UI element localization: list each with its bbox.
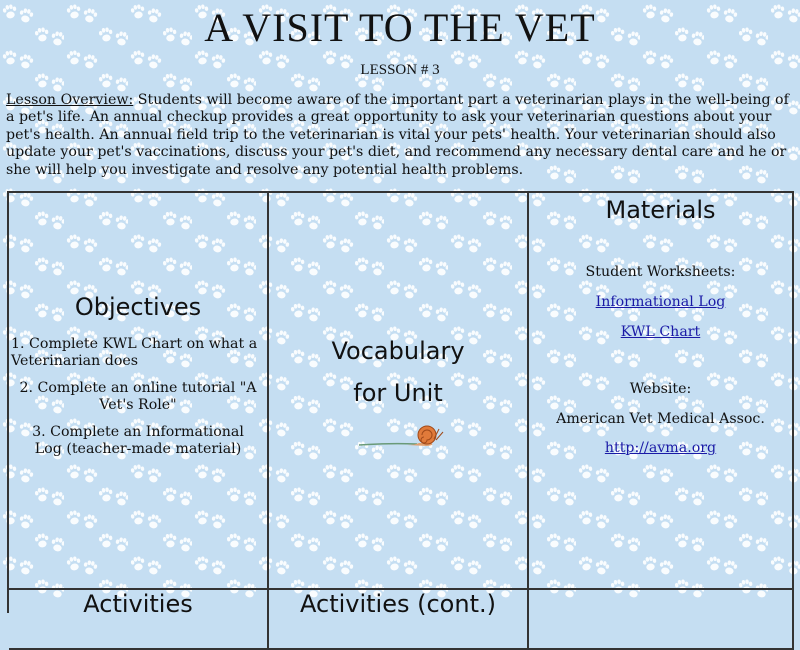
informational-log-row	[529, 294, 792, 310]
objectives-heading: Objectives	[74, 293, 202, 321]
lesson-number: LESSON # 3	[360, 62, 440, 78]
avma-url-row	[529, 440, 792, 456]
overview-label: Lesson Overview:	[6, 92, 134, 108]
materials-heading: Materials	[605, 196, 716, 224]
activities-cont-cell	[269, 590, 529, 650]
activities-cell	[9, 590, 269, 650]
vocabulary-title-line2: for Unit	[353, 379, 443, 407]
worksheets-label: Student Worksheets:	[585, 264, 736, 280]
empty-cell	[529, 590, 794, 650]
vocabulary-cell	[269, 193, 529, 590]
lesson-table	[7, 191, 794, 618]
kwl-chart-row	[529, 324, 792, 340]
vocabulary-title-line1: Vocabulary	[331, 337, 465, 365]
informational-log-link[interactable]: Informational Log	[595, 294, 726, 310]
objective-item: 2. Complete an online tutorial "A Vet's Role"	[19, 380, 257, 413]
objectives-list	[9, 336, 267, 458]
objective-item: 1. Complete KWL Chart on what a Veterinarian does	[11, 336, 258, 369]
objective-item: 3. Complete an Informational Log (teacher-made material)	[32, 424, 244, 457]
activities-cont-heading: Activities (cont.)	[300, 590, 496, 618]
page-title: A VISIT TO THE VET	[204, 5, 596, 50]
kwl-chart-link[interactable]: KWL Chart	[620, 324, 701, 340]
avma-link[interactable]: http://avma.org	[604, 440, 717, 456]
snail-icon	[357, 421, 447, 451]
lesson-overview	[6, 92, 790, 179]
overview-text: Students will become aware of the important part a veterinarian plays in the well-being of a pet's life. An annual checkup provides a great opportunity to ask your veterinarian questions about your pet's health. An annual field trip to the veterinarian is vital your pets' health. Your veterinarian should also update your pet's vaccinations, discuss your pet's diet, and recommend any necessary dental care and he or she will help you investigate and resolve any potential health problems.	[6, 92, 789, 178]
objectives-cell	[9, 193, 269, 590]
website-label: Website:	[629, 381, 692, 397]
organization-name: American Vet Medical Assoc.	[556, 411, 765, 427]
materials-cell	[529, 193, 794, 590]
activities-heading: Activities	[83, 590, 193, 618]
